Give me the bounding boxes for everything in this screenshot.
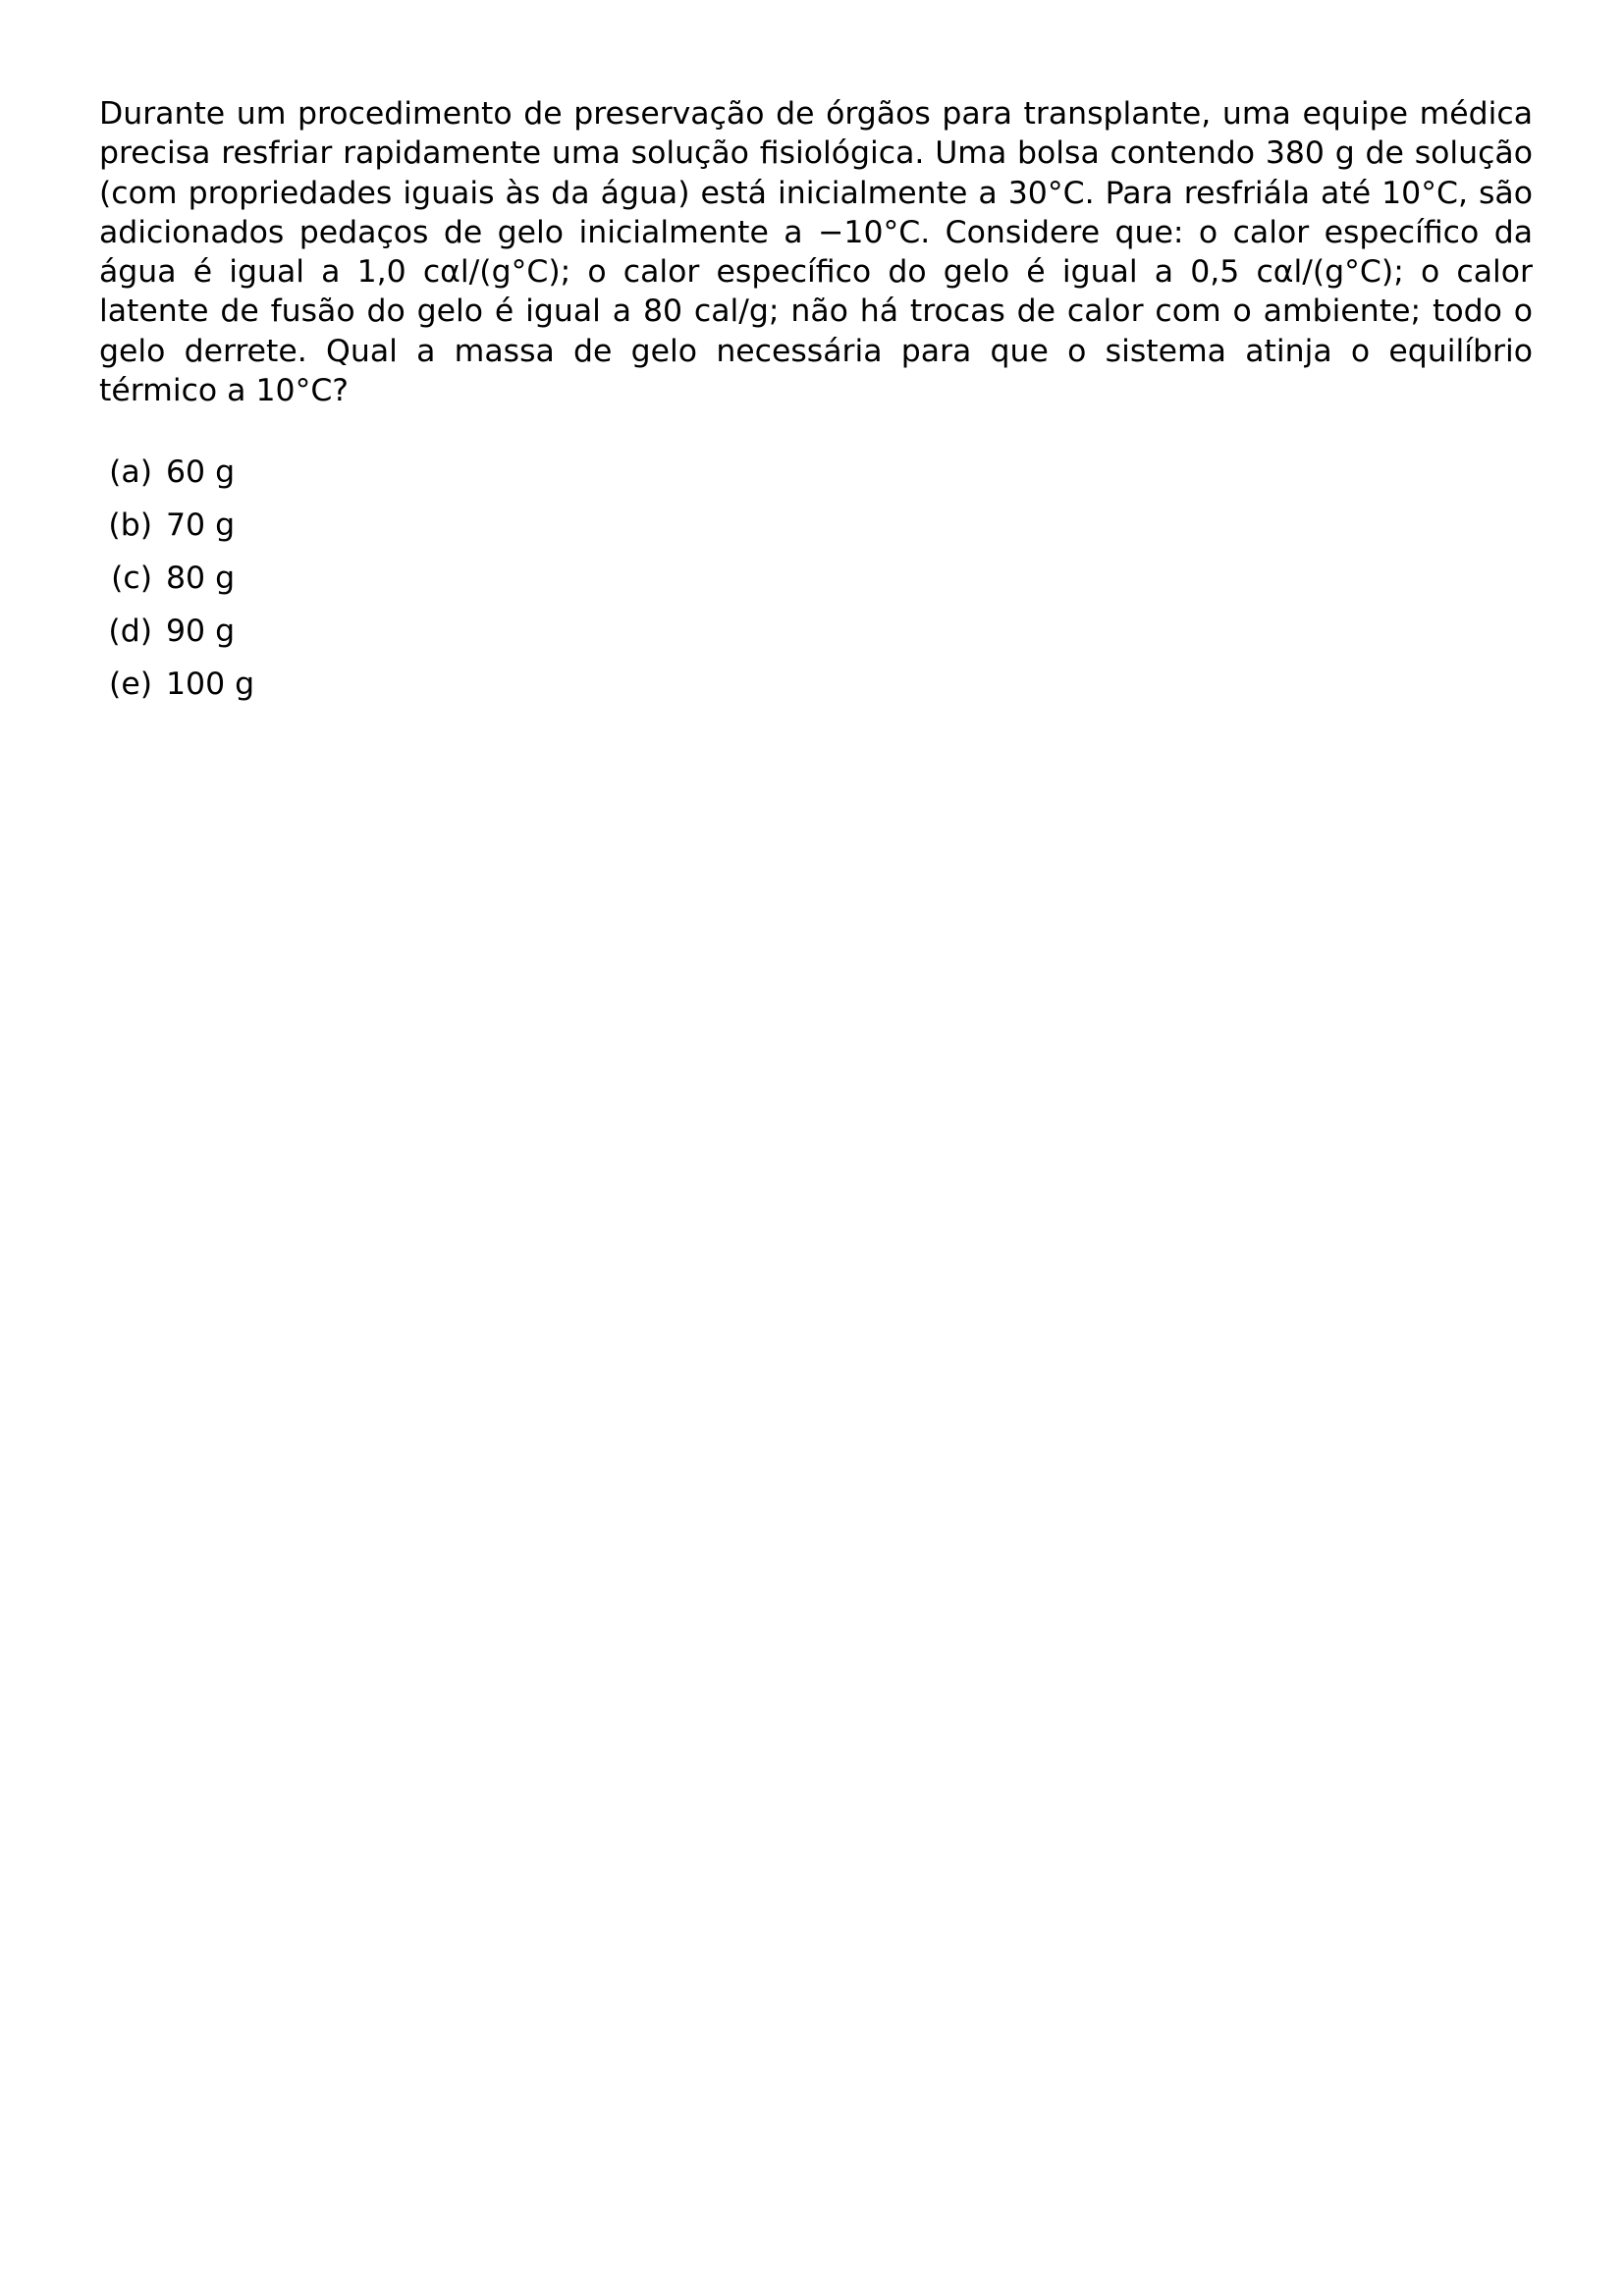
option-e[interactable] [99, 658, 688, 711]
option-label: (e) [109, 667, 152, 702]
option-text: 100 g [166, 667, 255, 702]
option-text: 90 g [166, 614, 236, 649]
option-d[interactable] [99, 605, 688, 658]
option-text: 80 g [166, 561, 236, 596]
option-c[interactable] [99, 552, 688, 605]
option-text: 60 g [166, 454, 236, 490]
option-text: 70 g [166, 507, 236, 543]
option-b[interactable] [99, 499, 688, 552]
option-a[interactable] [99, 446, 688, 499]
option-label: (c) [111, 561, 152, 596]
question-text: Durante um procedimento de preservação de órgãos para transplante, uma equipe médica precisa resfriar rapidamente uma solução fisiológica. Uma bolsa contendo 380 g de solução (com propriedades iguais às da água) está inicialmente a 30°C. Para resfriála até 10°C, são adicionados pedaços de gelo inicialmente a −10°C. Considere que: o calor específico da água é igual a 1,0 cαl/(g°C); o calor específico do gelo é igual a 0,5 cαl/(g°C); o calor latente de fusão do gelo é igual a 80 cal/g; não há trocas de calor com o ambiente; todo o gelo derrete. Qual a massa de gelo necessária para que o sistema atinja o equilíbrio térmico a 10°C? [99, 96, 1533, 409]
answer-options [99, 446, 688, 711]
option-label: (d) [108, 614, 152, 649]
option-label: (a) [109, 454, 152, 490]
option-label: (b) [108, 507, 152, 543]
